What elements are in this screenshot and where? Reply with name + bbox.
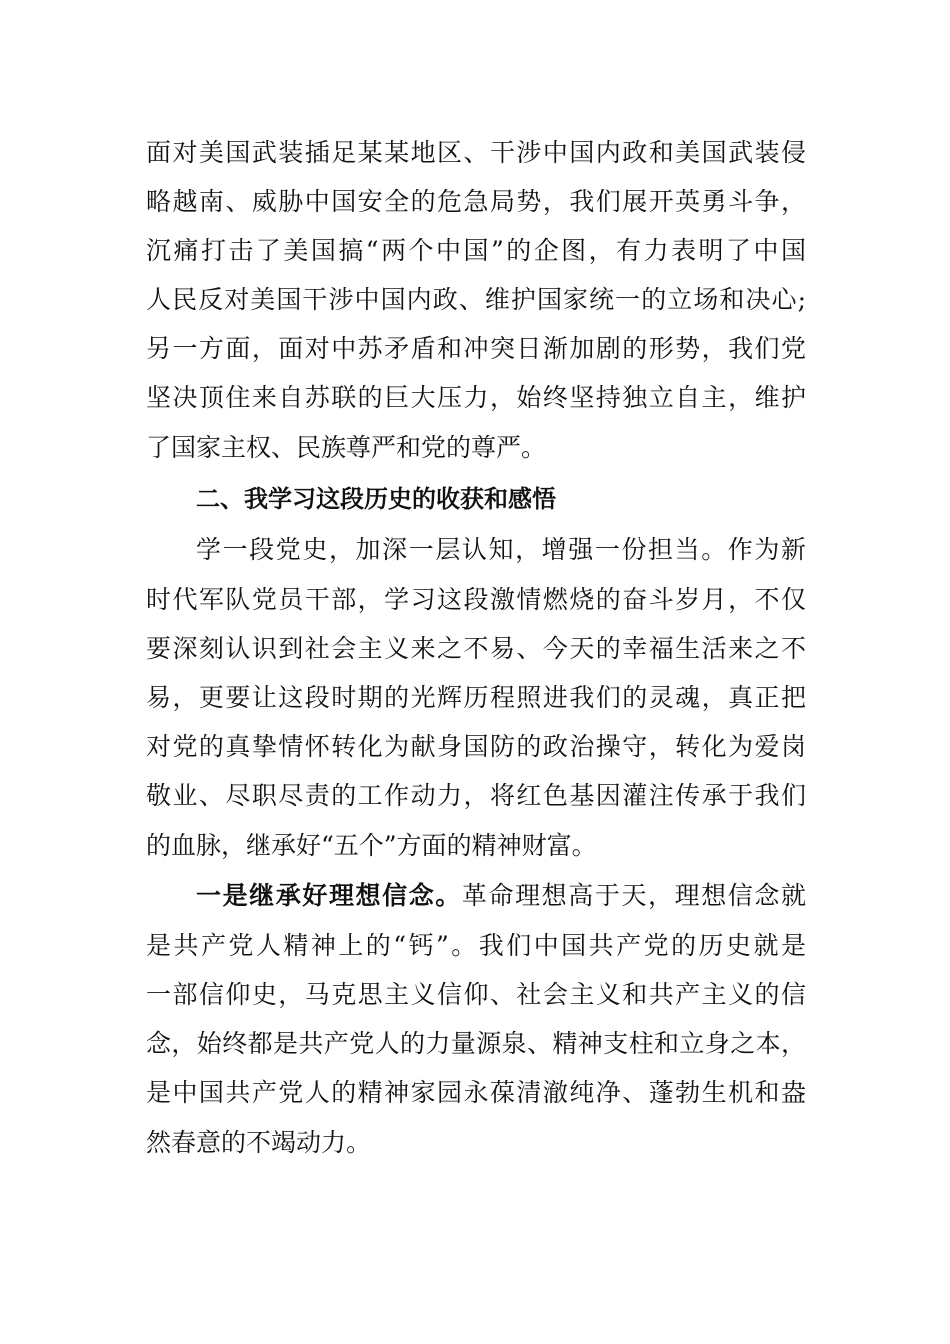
paragraph-1-line-2: 略越南、威胁中国安全的危急局势，我们展开英勇斗争， — [146, 187, 806, 216]
paragraph-2-line-3: 要深刻认识到社会主义来之不易、今天的幸福生活来之不 — [146, 634, 806, 663]
paragraph-2-line-6: 敬业、尽职尽责的工作动力，将红色基因灌注传承于我们 — [146, 781, 806, 810]
section-heading: 二、我学习这段历史的收获和感悟 — [196, 485, 556, 513]
paragraph-3-line-1-rest: 革命理想高于天，理想信念就 — [461, 881, 806, 910]
paragraph-1-line-4: 人民反对美国干涉中国内政、维护国家统一的立场和决心; — [146, 285, 806, 314]
paragraph-2-line-5: 对党的真挚情怀转化为献身国防的政治操守，转化为爱岗 — [146, 732, 806, 761]
paragraph-1-line-7: 了国家主权、民族尊严和党的尊严。 — [146, 433, 547, 462]
paragraph-2-line-7: 的血脉，继承好“五个”方面的精神财富。 — [146, 831, 597, 860]
paragraph-2-line-4: 易，更要让这段时期的光辉历程照进我们的灵魂，真正把 — [146, 683, 806, 712]
paragraph-3-line-4: 念，始终都是共产党人的力量源泉、精神支柱和立身之本， — [146, 1029, 806, 1058]
paragraph-3-line-3: 一部信仰史，马克思主义信仰、社会主义和共产主义的信 — [146, 980, 806, 1009]
paragraph-1-line-6: 坚决顶住来自苏联的巨大压力，始终坚持独立自主，维护 — [146, 383, 806, 412]
paragraph-3-line-1 — [196, 876, 806, 916]
paragraph-2-line-2: 时代军队党员干部，学习这段激情燃烧的奋斗岁月，不仅 — [146, 585, 806, 614]
paragraph-3-line-2: 是共产党人精神上的“钙”。我们中国共产党的历史就是 — [146, 931, 806, 960]
paragraph-3-line-5: 是中国共产党人的精神家园永葆清澈纯净、蓬勃生机和盎 — [146, 1078, 806, 1107]
paragraph-1-line-5: 另一方面，面对中苏矛盾和冲突日渐加剧的形势，我们党 — [146, 334, 806, 363]
paragraph-1-line-3: 沉痛打击了美国搞“两个中国”的企图，有力表明了中国 — [146, 236, 806, 265]
paragraph-1-line-1: 面对美国武装插足某某地区、干涉中国内政和美国武装侵 — [146, 138, 806, 167]
paragraph-3-lead: 一是继承好理想信念。 — [196, 881, 462, 910]
paragraph-3-line-6: 然春意的不竭动力。 — [146, 1128, 372, 1157]
paragraph-2-line-1: 学一段党史，加深一层认知，增强一份担当。作为新 — [196, 535, 806, 564]
